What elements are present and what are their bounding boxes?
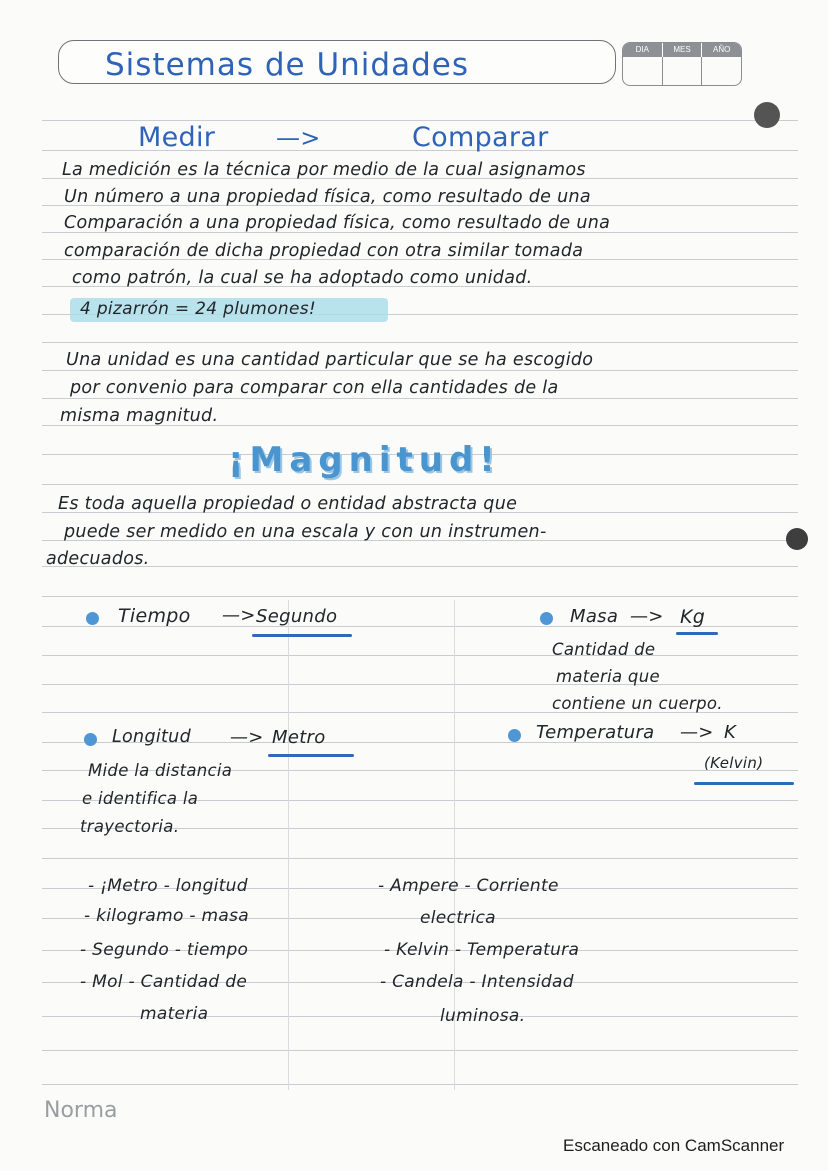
list-right-item: - Ampere - Corriente <box>378 876 559 896</box>
masa-desc: materia que <box>556 667 660 686</box>
ruled-line <box>42 1084 798 1085</box>
temperatura-unit-note: (Kelvin) <box>704 754 764 772</box>
masa-desc: contiene un cuerpo. <box>552 694 723 713</box>
ruled-line <box>42 342 798 343</box>
vertical-guide-line <box>288 600 289 1090</box>
example-text: 4 pizarrón = 24 plumones! <box>80 299 316 319</box>
longitud-desc: Mide la distancia <box>88 761 233 780</box>
ruled-line <box>42 566 798 567</box>
paragraph3-line: adecuados. <box>46 549 150 569</box>
paragraph2-line: por convenio para comparar con ella cantidades de la <box>70 378 559 398</box>
paragraph2-line: misma magnitud. <box>60 406 219 426</box>
date-cells <box>623 57 741 85</box>
masa-desc: Cantidad de <box>552 640 656 659</box>
underline-mark <box>694 782 794 785</box>
longitud-arrow: —> <box>230 727 264 748</box>
punch-hole <box>754 102 780 128</box>
list-right-item: - Candela - Intensidad <box>380 972 574 992</box>
paragraph1-line: La medición es la técnica por medio de la cual asignamos <box>62 160 586 180</box>
list-left-item: - ¡Metro - longitud <box>88 876 248 896</box>
temperatura-arrow: —> <box>680 722 714 743</box>
longitud-name: Longitud <box>112 727 191 747</box>
ruled-line <box>42 684 798 685</box>
list-left-item: - kilogramo - masa <box>84 906 249 926</box>
list-left-item: - Mol - Cantidad de <box>80 972 248 992</box>
ruled-line <box>42 120 798 121</box>
date-header <box>623 43 741 57</box>
date-cell-ano <box>702 57 741 85</box>
ruled-line <box>42 596 798 597</box>
list-right-item: electrica <box>420 908 496 928</box>
temperatura-unit: K <box>724 722 737 743</box>
tiempo-name: Tiempo <box>118 605 191 627</box>
list-right-item: luminosa. <box>440 1006 526 1026</box>
scanner-watermark: Escaneado con CamScanner <box>563 1136 785 1155</box>
ruled-line <box>42 858 798 859</box>
brand-logo: Norma <box>44 1098 118 1123</box>
ruled-line <box>42 1050 798 1051</box>
paragraph1-line: como patrón, la cual se ha adoptado como unidad. <box>72 268 533 288</box>
medir-word: Medir <box>138 122 216 153</box>
bullet-dot <box>508 729 521 742</box>
bullet-dot <box>540 612 553 625</box>
ruled-line <box>42 398 798 399</box>
masa-unit: Kg <box>680 606 706 628</box>
underline-mark <box>676 632 718 635</box>
page-title: Sistemas de Unidades <box>105 47 469 83</box>
longitud-desc: e identifica la <box>82 789 199 808</box>
date-cell-dia <box>623 57 663 85</box>
bullet-dot <box>84 733 97 746</box>
ruled-line <box>42 370 798 371</box>
masa-arrow: —> <box>630 606 664 627</box>
bullet-dot <box>86 612 99 625</box>
date-cell-mes <box>663 57 703 85</box>
title-box <box>58 40 616 84</box>
medir-arrow: —> <box>276 124 321 152</box>
date-label-dia: DIA <box>623 43 663 57</box>
paragraph3-line: puede ser medido en una escala y con un instrumen- <box>64 522 547 542</box>
date-label-ano: AÑO <box>713 45 731 54</box>
punch-hole <box>786 528 808 550</box>
paragraph1-line: Un número a una propiedad física, como resultado de una <box>64 187 591 207</box>
ruled-line <box>42 655 798 656</box>
underline-mark <box>268 754 354 757</box>
paragraph2-line: Una unidad es una cantidad particular que se ha escogido <box>66 350 594 370</box>
underline-mark <box>252 634 352 637</box>
date-box <box>622 42 742 86</box>
paragraph3-line: Es toda aquella propiedad o entidad abstracta que <box>58 494 518 514</box>
magnitud-heading: ¡Magnitud! <box>228 440 501 480</box>
list-right-item: - Kelvin - Temperatura <box>384 940 580 960</box>
paragraph1-line: Comparación a una propiedad física, como resultado de una <box>64 213 611 233</box>
tiempo-unit: Segundo <box>256 606 338 627</box>
list-left-item: - Segundo - tiempo <box>80 940 249 960</box>
paragraph1-line: comparación de dicha propiedad con otra similar tomada <box>64 241 584 261</box>
list-left-item: materia <box>140 1004 209 1024</box>
longitud-unit: Metro <box>272 727 326 748</box>
tiempo-arrow: —> <box>222 605 256 626</box>
temperatura-name: Temperatura <box>536 722 655 743</box>
comparar-word: Comparar <box>412 122 549 153</box>
masa-name: Masa <box>570 606 619 627</box>
date-label-mes: MES <box>663 43 703 57</box>
longitud-desc: trayectoria. <box>80 817 180 836</box>
